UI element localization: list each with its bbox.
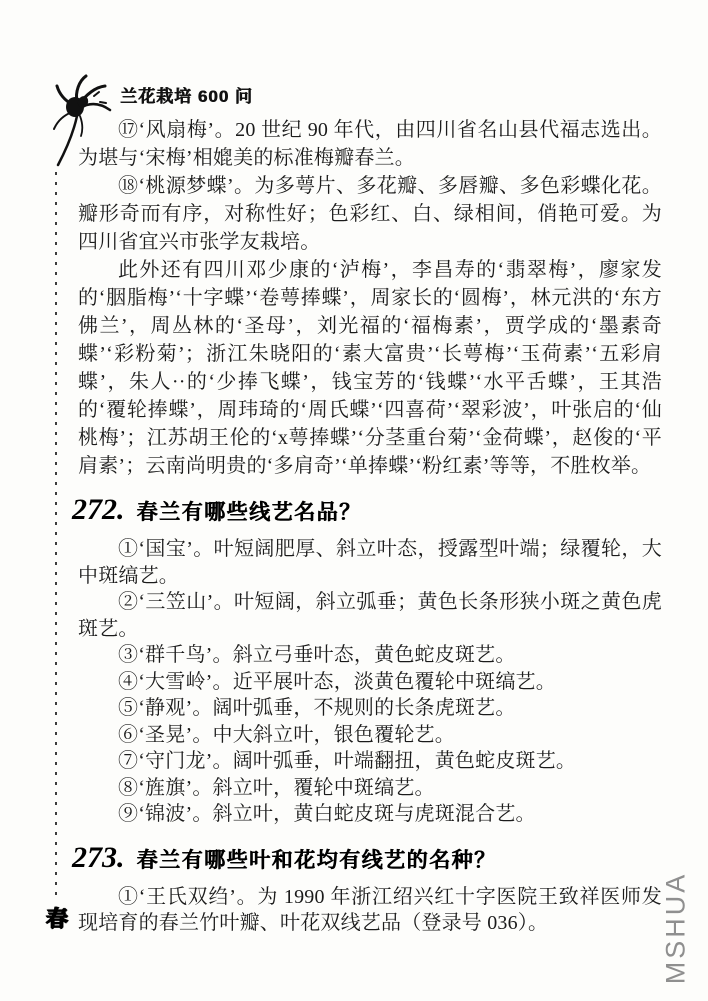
answer-item: ③‘群千鸟’。斜立弓垂叶态，黄色蛇皮斑艺。	[118, 644, 516, 666]
answer-list	[78, 536, 662, 828]
question-heading	[72, 841, 662, 875]
answer-item: ⑦‘守门龙’。阔叶弧垂，叶端翻扭，黄色蛇皮斑艺。	[118, 750, 577, 772]
question-title: 春兰有哪些线艺名品？	[136, 501, 362, 524]
margin-dotted-rule	[55, 172, 57, 896]
answer-item: ②‘三笠山’。叶短阔，斜立弧垂；黄色长条形狭小斑之黄色虎斑艺。	[78, 591, 662, 640]
answer-item: ⑤‘静观’。阔叶弧垂，不规则的长条虎斑艺。	[118, 697, 516, 719]
question-section-272	[72, 493, 662, 828]
answer-item: ④‘大雪岭’。近平展叶态，淡黄色覆轮中斑缟艺。	[118, 670, 556, 693]
page-content	[72, 116, 662, 937]
watermark-text: MSHUA	[660, 871, 691, 985]
answer-item: ⑧‘旌旗’。斜立叶，覆轮中斑缟艺。	[118, 776, 435, 799]
answer-item: ①‘国宝’。叶短阔肥厚、斜立叶态，授露型叶端；绿覆轮，大中斑缟艺。	[78, 538, 662, 587]
intro-paragraphs	[78, 116, 662, 480]
paragraph: ⑰‘风扇梅’。20 世纪 90 年代，由四川省名山县代福志选出。为堪与‘宋梅’相媲美的标准梅瓣春兰。	[78, 119, 662, 169]
answer-item: ⑥‘圣晃’。中大斜立叶，银色覆轮艺。	[118, 723, 455, 746]
question-heading	[72, 493, 662, 527]
question-number: 272.	[72, 493, 125, 526]
chapter-margin-mark: 春	[46, 906, 69, 931]
question-number: 273.	[72, 840, 125, 874]
paragraph: ⑱‘桃源梦蝶’。为多萼片、多花瓣、多唇瓣、多色彩蝶化花。瓣形奇而有序，对称性好；色彩红、白、绿相间，俏艳可爱。为四川省宜兴市张学友栽培。	[78, 175, 662, 253]
question-section-273	[72, 840, 662, 937]
paragraph: 此外还有四川邓少康的‘泸梅’，李昌寿的‘翡翠梅’，廖家发的‘胭脂梅’‘十字蝶’‘卷萼捧蝶’，周家长的‘圆梅’，林元洪的‘东方佛兰’，周丛林的‘圣母’，刘光福的‘福梅素’，贾学成的‘墨素奇蝶’‘彩粉菊’；浙江朱晓阳的‘素大富贵’‘长萼梅’‘玉荷素’‘五彩肩蝶’，朱人··的‘少捧飞蝶’，钱宝芳的‘钱蝶’‘水平舌蝶’，王其浩的‘覆轮捧蝶’，周玮琦的‘周氏蝶’‘四喜荷’‘翠彩波’，叶张启的‘仙桃梅’；江苏胡王伦的‘x萼捧蝶’‘分茎重台菊’‘金荷蝶’，赵俊的‘平肩素’；云南尚明贵的‘多肩奇’‘单捧蝶’‘粉红素’等等，不胜枚举。	[78, 259, 662, 477]
answer-item: ⑨‘锦波’。斜立叶，黄白蛇皮斑与虎斑混合艺。	[118, 803, 536, 825]
answer-list	[78, 884, 662, 937]
book-title: 兰花栽培 600 问	[120, 87, 253, 106]
answer-item: ①‘王氏双绉’。为 1990 年浙江绍兴红十字医院王致祥医师发现培育的春兰竹叶瓣、叶花双线艺品（登录号 036）。	[78, 885, 662, 934]
question-title: 春兰有哪些叶和花均有线艺的名种？	[136, 848, 497, 872]
